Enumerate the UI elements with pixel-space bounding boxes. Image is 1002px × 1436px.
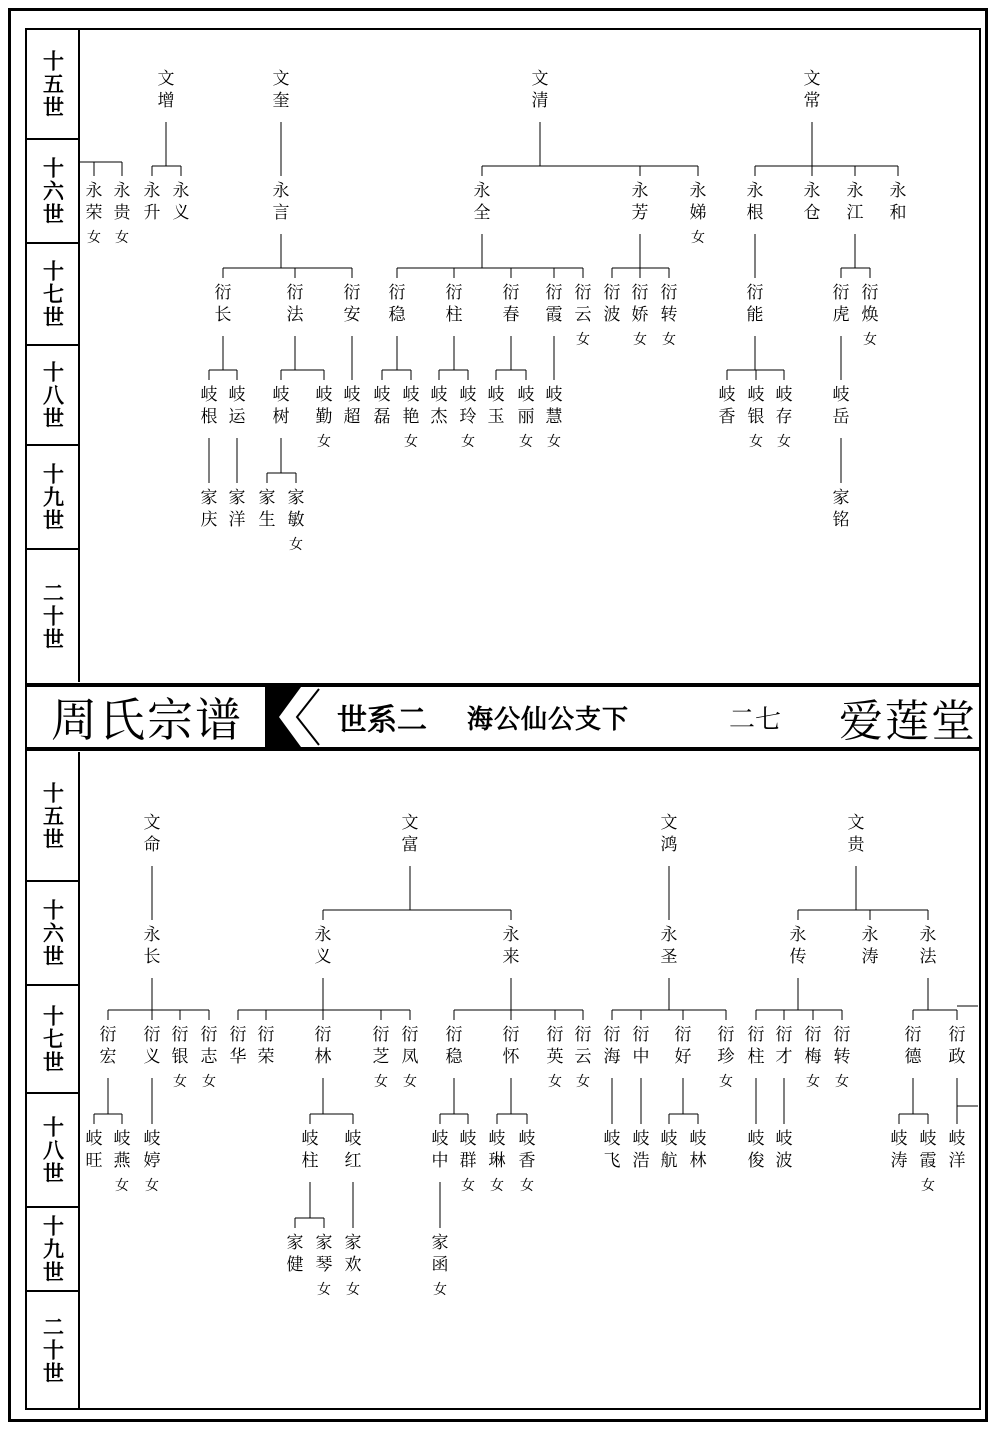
member-name: 衍 [904,1025,922,1045]
member-name: 法 [286,305,304,325]
member-name: 运 [228,407,246,427]
member-name: 清 [531,91,549,111]
member-name: 岐 [775,1129,793,1149]
member-name: 永 [660,925,678,945]
member-name: 文 [803,69,821,89]
member-name: 航 [660,1151,678,1171]
member-name: 超 [343,407,361,427]
female-marker: 女 [777,434,791,450]
member-name: 岐 [545,385,563,405]
member-name: 衍 [631,283,649,303]
member-name: 才 [775,1047,793,1067]
member-name: 燕 [113,1151,131,1171]
member-name: 来 [502,947,520,967]
member-name: 岐 [890,1129,908,1149]
member-name: 岐 [948,1129,966,1149]
member-name: 中 [431,1151,449,1171]
member-name: 丽 [517,407,535,427]
member-name: 全 [473,203,491,223]
member-name: 衍 [674,1025,692,1045]
member-name: 凤 [401,1047,419,1067]
member-name: 玉 [487,407,505,427]
member-name: 勤 [315,407,333,427]
female-marker: 女 [576,1074,590,1090]
member-name: 根 [746,203,764,223]
member-name: 磊 [373,407,391,427]
member-name: 增 [157,91,175,111]
member-name: 衍 [286,283,304,303]
member-name: 稳 [445,1047,463,1067]
member-name: 红 [344,1151,362,1171]
member-name: 奎 [272,91,290,111]
member-name: 衍 [832,283,850,303]
member-name: 能 [746,305,764,325]
member-name: 升 [143,203,161,223]
member-name: 衍 [747,1025,765,1045]
member-name: 群 [459,1151,477,1171]
member-name: 衍 [574,1025,592,1045]
member-name: 江 [846,203,864,223]
member-name: 存 [775,407,793,427]
member-name: 衍 [746,283,764,303]
member-name: 岐 [402,385,420,405]
member-name: 衍 [833,1025,851,1045]
member-name: 艳 [402,407,420,427]
member-name: 衍 [775,1025,793,1045]
member-name: 珍 [717,1047,735,1067]
generation-label: 十六世 [27,140,78,244]
member-name: 衍 [861,283,879,303]
member-name: 志 [200,1047,218,1067]
female-marker: 女 [289,537,303,553]
member-name: 岐 [487,385,505,405]
member-name: 长 [214,305,232,325]
member-name: 永 [143,181,161,201]
member-name: 传 [789,947,807,967]
member-name: 文 [531,69,549,89]
female-marker: 女 [346,1282,360,1298]
member-name: 银 [747,407,765,427]
member-name: 文 [143,813,161,833]
member-name: 旺 [85,1151,103,1171]
member-name: 转 [660,305,678,325]
member-name: 永 [846,181,864,201]
member-name: 永 [473,181,491,201]
generation-column-top [27,30,80,682]
member-name: 荣 [85,203,103,223]
female-marker: 女 [433,1282,447,1298]
female-marker: 女 [921,1178,935,1194]
member-name: 家 [286,1233,304,1253]
member-name: 永 [889,181,907,201]
member-name: 衍 [546,1025,564,1045]
member-name: 岐 [85,1129,103,1149]
member-name: 永 [113,181,131,201]
member-name: 岐 [718,385,736,405]
member-name: 政 [948,1047,966,1067]
member-name: 永 [746,181,764,201]
generation-label: 十七世 [27,244,78,346]
member-name: 法 [919,947,937,967]
member-name: 岐 [660,1129,678,1149]
member-name: 永 [861,925,879,945]
female-marker: 女 [317,434,331,450]
member-name: 琴 [315,1255,333,1275]
member-name: 家 [431,1233,449,1253]
member-name: 洋 [228,510,246,530]
female-marker: 女 [461,1178,475,1194]
member-name: 和 [889,203,907,223]
member-name: 柱 [747,1047,765,1067]
member-name: 云 [574,305,592,325]
member-name: 霞 [545,305,563,325]
section-title: 世系二 [337,703,427,738]
member-name: 鸿 [660,835,678,855]
member-name: 岐 [228,385,246,405]
female-marker: 女 [145,1178,159,1194]
member-name: 衍 [99,1025,117,1045]
member-name: 衍 [229,1025,247,1045]
generation-label: 二十世 [40,1315,66,1385]
member-name: 海 [603,1047,621,1067]
member-name: 家 [228,488,246,508]
member-name: 衍 [603,1025,621,1045]
branch-title: 海公仙公支下 [467,704,630,735]
generation-label: 十六世 [27,882,78,986]
female-marker: 女 [662,332,676,348]
member-name: 义 [314,947,332,967]
member-name: 永 [803,181,821,201]
member-name: 岐 [113,1129,131,1149]
female-marker: 女 [202,1074,216,1090]
member-name: 贵 [847,835,865,855]
female-marker: 女 [520,1178,534,1194]
member-name: 华 [229,1047,247,1067]
member-name: 庆 [200,510,218,530]
member-name: 铭 [832,510,850,530]
member-name: 命 [143,835,161,855]
member-name: 岐 [747,1129,765,1149]
generation-label: 二十世 [40,581,66,651]
member-name: 岐 [517,385,535,405]
member-name: 波 [603,305,621,325]
member-name: 衍 [257,1025,275,1045]
female-marker: 女 [576,332,590,348]
member-name: 永 [631,181,649,201]
member-name: 英 [546,1047,564,1067]
member-name: 好 [674,1047,692,1067]
member-name: 琳 [488,1151,506,1171]
member-name: 转 [833,1047,851,1067]
member-name: 衍 [401,1025,419,1045]
member-name: 函 [431,1255,449,1275]
generation-label: 十八世 [27,1094,78,1208]
member-name: 香 [518,1151,536,1171]
female-marker: 女 [490,1178,504,1194]
member-name: 根 [200,407,218,427]
member-name: 岐 [518,1129,536,1149]
member-name: 娣 [689,203,707,223]
member-name: 衍 [660,283,678,303]
member-name: 岐 [488,1129,506,1149]
female-marker: 女 [547,434,561,450]
female-marker: 女 [719,1074,733,1090]
member-name: 家 [832,488,850,508]
female-marker: 女 [633,332,647,348]
member-name: 岐 [459,385,477,405]
member-name: 岐 [343,385,361,405]
member-name: 衍 [502,283,520,303]
member-name: 家 [258,488,276,508]
member-name: 岐 [919,1129,937,1149]
member-name: 涛 [890,1151,908,1171]
female-marker: 女 [403,1074,417,1090]
member-name: 岐 [430,385,448,405]
member-name: 衍 [143,1025,161,1045]
member-name: 贵 [113,203,131,223]
member-name: 文 [660,813,678,833]
member-name: 衍 [948,1025,966,1045]
member-name: 衍 [314,1025,332,1045]
member-name: 稳 [388,305,406,325]
member-name: 岐 [272,385,290,405]
member-name: 柱 [301,1151,319,1171]
member-name: 衍 [372,1025,390,1045]
generation-label: 十五世 [27,30,78,140]
member-name: 衍 [171,1025,189,1045]
female-marker: 女 [404,434,418,450]
member-name: 生 [258,510,276,530]
member-name: 涛 [861,947,879,967]
generation-label: 十八世 [27,346,78,446]
member-name: 长 [143,947,161,967]
member-name: 飞 [603,1151,621,1171]
member-name: 家 [287,488,305,508]
member-name: 衍 [200,1025,218,1045]
member-name: 衍 [445,283,463,303]
member-name: 春 [502,305,520,325]
member-name: 岐 [200,385,218,405]
member-name: 义 [172,203,190,223]
member-name: 圣 [660,947,678,967]
member-name: 岐 [747,385,765,405]
member-name: 文 [157,69,175,89]
female-marker: 女 [548,1074,562,1090]
member-name: 岐 [431,1129,449,1149]
member-name: 香 [718,407,736,427]
member-name: 永 [919,925,937,945]
member-name: 永 [789,925,807,945]
female-marker: 女 [749,434,763,450]
member-name: 杰 [430,407,448,427]
female-marker: 女 [115,230,129,246]
member-name: 洋 [948,1151,966,1171]
member-name: 银 [171,1047,189,1067]
member-name: 家 [344,1233,362,1253]
member-name: 家 [315,1233,333,1253]
member-name: 岐 [344,1129,362,1149]
member-name: 德 [904,1047,922,1067]
member-name: 岳 [832,407,850,427]
member-name: 岐 [689,1129,707,1149]
member-name: 虎 [832,305,850,325]
member-name: 浩 [632,1151,650,1171]
member-name: 怀 [502,1047,520,1067]
member-name: 言 [272,203,290,223]
member-name: 焕 [861,305,879,325]
title-band [27,683,979,751]
female-marker: 女 [374,1074,388,1090]
female-marker: 女 [461,434,475,450]
female-marker: 女 [317,1282,331,1298]
member-name: 宏 [99,1047,117,1067]
member-name: 玲 [459,407,477,427]
member-name: 永 [314,925,332,945]
member-name: 娇 [631,305,649,325]
member-name: 芳 [631,203,649,223]
member-name: 岐 [373,385,391,405]
female-marker: 女 [115,1178,129,1194]
member-name: 岐 [459,1129,477,1149]
member-name: 衍 [717,1025,735,1045]
member-name: 岐 [603,1129,621,1149]
female-marker: 女 [691,230,705,246]
member-name: 慧 [545,407,563,427]
generation-label: 十九世 [27,446,78,550]
member-name: 岐 [832,385,850,405]
member-name: 波 [775,1151,793,1171]
member-name: 中 [632,1047,650,1067]
member-name: 衍 [502,1025,520,1045]
member-name: 家 [200,488,218,508]
member-name: 衍 [574,283,592,303]
member-name: 霞 [919,1151,937,1171]
member-name: 敏 [287,510,305,530]
generation-column-bottom [27,752,80,1408]
member-name: 岐 [301,1129,319,1149]
member-name: 衍 [343,283,361,303]
female-marker: 女 [173,1074,187,1090]
member-name: 俊 [747,1151,765,1171]
member-name: 永 [85,181,103,201]
member-name: 衍 [388,283,406,303]
member-name: 芝 [372,1047,390,1067]
member-name: 永 [272,181,290,201]
member-name: 永 [502,925,520,945]
chevron-ornament-icon [271,687,341,747]
member-name: 衍 [632,1025,650,1045]
page-number: 二七 [729,704,782,735]
member-name: 永 [689,181,707,201]
member-name: 林 [314,1047,332,1067]
member-name: 婷 [143,1151,161,1171]
hall-name: 爱莲堂 [839,696,977,747]
member-name: 文 [847,813,865,833]
female-marker: 女 [806,1074,820,1090]
member-name: 衍 [445,1025,463,1045]
member-name: 衍 [214,283,232,303]
member-name: 衍 [545,283,563,303]
member-name: 永 [172,181,190,201]
member-name: 文 [272,69,290,89]
member-name: 义 [143,1047,161,1067]
member-name: 岐 [143,1129,161,1149]
generation-label: 十七世 [27,986,78,1094]
member-name: 永 [143,925,161,945]
member-name: 岐 [632,1129,650,1149]
member-name: 柱 [445,305,463,325]
female-marker: 女 [519,434,533,450]
member-name: 岐 [775,385,793,405]
member-name: 林 [689,1151,707,1171]
member-name: 岐 [315,385,333,405]
book-title: 周氏宗谱 [51,693,243,747]
generation-label: 十五世 [27,752,78,882]
member-name: 健 [286,1255,304,1275]
female-marker: 女 [835,1074,849,1090]
generation-label: 十九世 [27,1208,78,1292]
member-name: 树 [272,407,290,427]
member-name: 梅 [804,1047,822,1067]
member-name: 仓 [803,203,821,223]
member-name: 文 [401,813,419,833]
member-name: 荣 [257,1047,275,1067]
female-marker: 女 [87,230,101,246]
member-name: 富 [401,835,419,855]
member-name: 云 [574,1047,592,1067]
member-name: 衍 [603,283,621,303]
member-name: 安 [343,305,361,325]
female-marker: 女 [863,332,877,348]
member-name: 常 [803,91,821,111]
member-name: 衍 [804,1025,822,1045]
member-name: 欢 [344,1255,362,1275]
